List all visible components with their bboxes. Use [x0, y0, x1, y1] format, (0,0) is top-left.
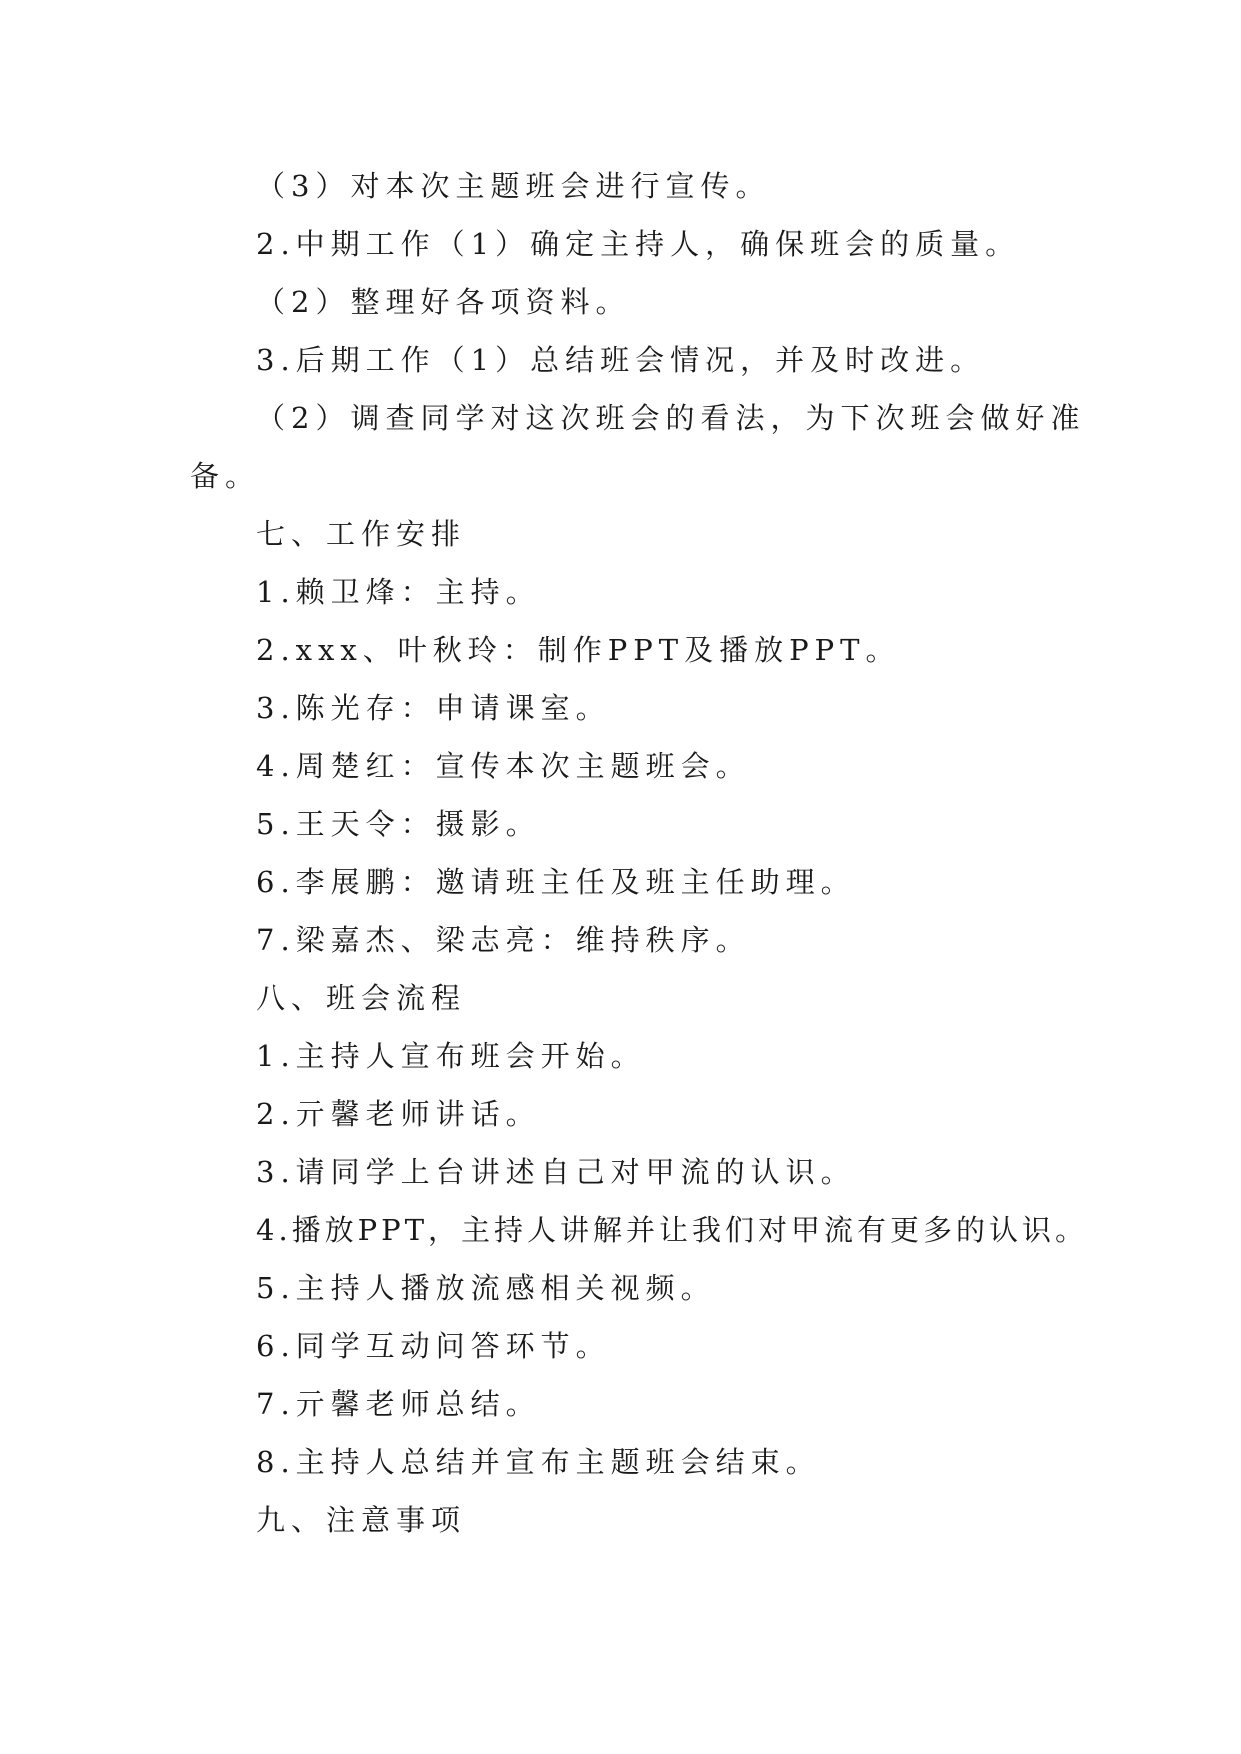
list-item: 6.同学互动问答环节。 — [256, 1329, 611, 1363]
list-item: 6.李展鹏：邀请班主任及班主任助理。 — [256, 865, 856, 899]
section-heading: 八、班会流程 — [256, 981, 467, 1015]
section-heading: 九、注意事项 — [256, 1503, 467, 1537]
text-line: 2.中期工作（1）确定主持人，确保班会的质量。 — [256, 227, 1021, 261]
text-line: （2）整理好各项资料。 — [256, 285, 631, 319]
list-item: 4.播放PPT，主持人讲解并让我们对甲流有更多的认识。 — [256, 1213, 1089, 1247]
text-line: （2）调查同学对这次班会的看法，为下次班会做好准 — [256, 401, 1086, 435]
list-item: 8.主持人总结并宣布主题班会结束。 — [256, 1445, 821, 1479]
list-item: 2.亓馨老师讲话。 — [256, 1097, 541, 1131]
list-item: 7.亓馨老师总结。 — [256, 1387, 541, 1421]
text-line: 3.后期工作（1）总结班会情况，并及时改进。 — [256, 343, 986, 377]
text-line: 备。 — [190, 459, 261, 493]
section-heading: 七、工作安排 — [256, 517, 467, 551]
list-item: 3.陈光存：申请课室。 — [256, 691, 611, 725]
list-item: 4.周楚红：宣传本次主题班会。 — [256, 749, 751, 783]
text-line: （3）对本次主题班会进行宣传。 — [256, 169, 771, 203]
list-item: 7.梁嘉杰、梁志亮：维持秩序。 — [256, 923, 751, 957]
list-item: 5.主持人播放流感相关视频。 — [256, 1271, 716, 1305]
list-item: 2.xxx、叶秋玲：制作PPT及播放PPT。 — [256, 633, 901, 667]
list-item: 5.王天令：摄影。 — [256, 807, 541, 841]
list-item: 1.赖卫烽：主持。 — [256, 575, 541, 609]
list-item: 1.主持人宣布班会开始。 — [256, 1039, 646, 1073]
list-item: 3.请同学上台讲述自己对甲流的认识。 — [256, 1155, 856, 1189]
